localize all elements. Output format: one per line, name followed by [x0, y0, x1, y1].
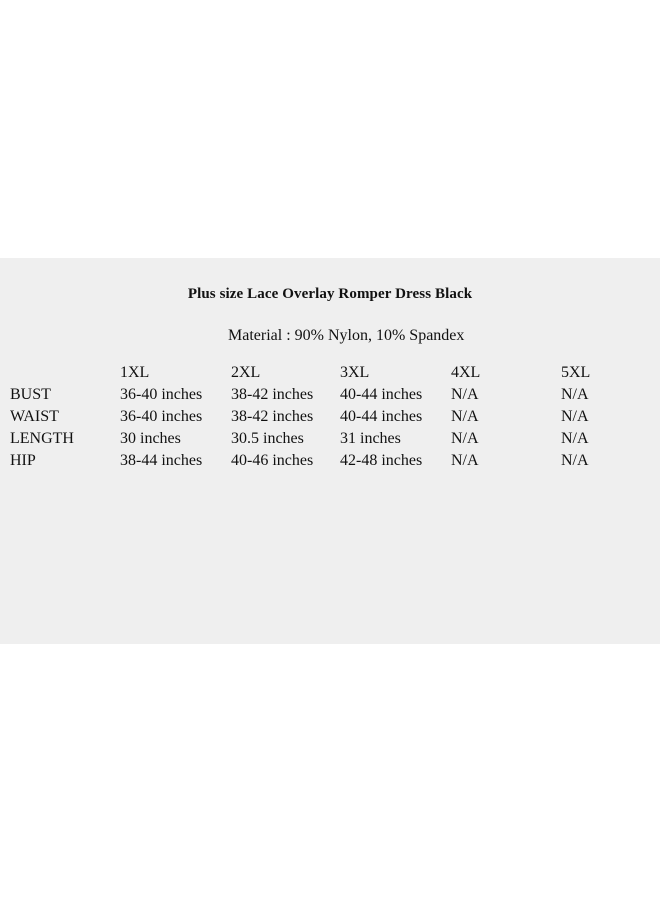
product-title: Plus size Lace Overlay Romper Dress Black [187, 286, 473, 302]
table-cell: N/A [561, 452, 589, 469]
table-cell: 30 inches [120, 430, 181, 447]
table-cell: N/A [451, 430, 479, 447]
table-cell: 40-46 inches [231, 452, 314, 469]
table-cell: 40-44 inches [340, 386, 423, 403]
table-header-cell: 1XL [120, 364, 150, 381]
table-cell: 30.5 inches [231, 430, 304, 447]
table-cell: 36-40 inches [120, 386, 203, 403]
table-header-cell: 3XL [340, 364, 370, 381]
row-label: HIP [10, 452, 36, 469]
table-row [0, 450, 660, 472]
table-cell: N/A [451, 408, 479, 425]
table-cell: 31 inches [340, 430, 401, 447]
table-cell: N/A [451, 452, 479, 469]
table-cell: 38-42 inches [231, 408, 314, 425]
table-cell: N/A [451, 386, 479, 403]
table-header-cell: 2XL [231, 364, 261, 381]
row-label: BUST [10, 386, 51, 403]
table-header-cell: 4XL [451, 364, 481, 381]
table-cell: N/A [561, 430, 589, 447]
table-cell: N/A [561, 408, 589, 425]
size-table [0, 362, 660, 472]
row-label: WAIST [10, 408, 59, 425]
table-cell: 36-40 inches [120, 408, 203, 425]
table-row [0, 428, 660, 450]
material-text: Material : 90% Nylon, 10% Spandex [228, 327, 465, 344]
table-cell: 40-44 inches [340, 408, 423, 425]
table-header-cell: 5XL [561, 364, 591, 381]
table-cell: 38-42 inches [231, 386, 314, 403]
table-header-row [0, 362, 660, 384]
table-row [0, 406, 660, 428]
table-row [0, 384, 660, 406]
table-cell: 38-44 inches [120, 452, 203, 469]
table-cell: N/A [561, 386, 589, 403]
row-label: LENGTH [10, 430, 74, 447]
table-cell: 42-48 inches [340, 452, 423, 469]
